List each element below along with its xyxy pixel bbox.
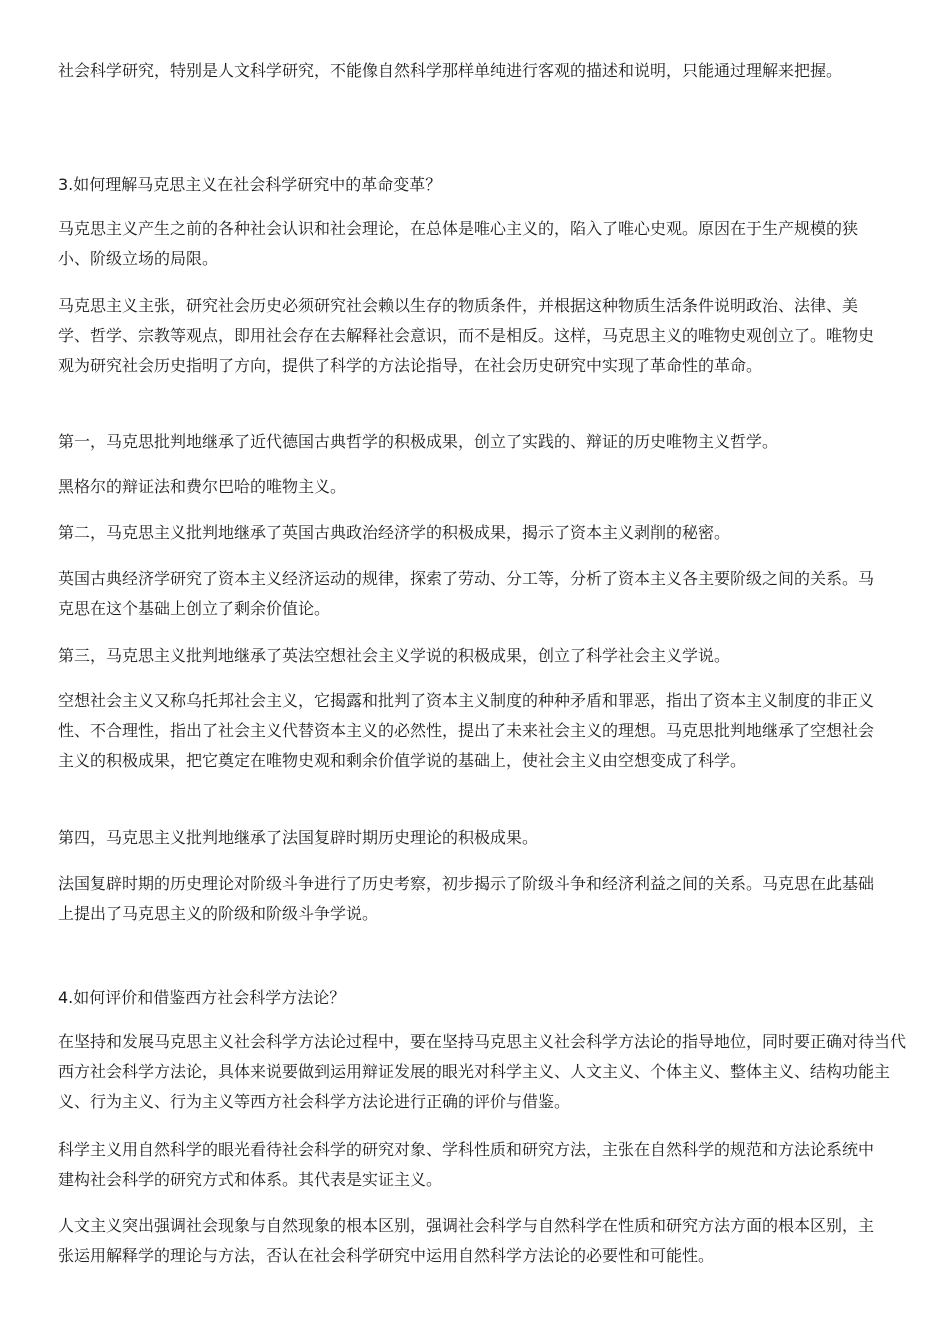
- section-3-paragraph-6: 英国古典经济学研究了资本主义经济运动的规律，探索了劳动、分工等，分析了资本主义各主要阶级之间的关系。马克思在这个基础上创立了剩余价值论。: [58, 569, 875, 618]
- section-3-title: 3.如何理解马克思主义在社会科学研究中的革命变革？: [58, 175, 442, 194]
- section-3-paragraph-3: 第一，马克思批判地继承了近代德国古典哲学的积极成果，创立了实践的、辩证的历史唯物主义哲学。: [58, 432, 779, 451]
- section-3-paragraph-10: 法国复辟时期的历史理论对阶级斗争进行了历史考察，初步揭示了阶级斗争和经济利益之间的关系。马克思在此基础上提出了马克思主义的阶级和阶级斗争学说。: [58, 874, 875, 923]
- section-4-paragraph-1: 在坚持和发展马克思主义社会科学方法论过程中，要在坚持马克思主义社会科学方法论的指导地位，同时要正确对待当代西方社会科学方法论，具体来说要做到运用辩证发展的眼光对科学主义、人文主义、个体主义、整体主义、结构功能主义、行为主义、行为主义等西方社会科学方法论进行正确的评价与借鉴。: [58, 1032, 907, 1111]
- section-4-paragraph-3: 人文主义突出强调社会现象与自然现象的根本区别，强调社会科学与自然科学在性质和研究方法方面的根本区别，主张运用解释学的理论与方法，否认在社会科学研究中运用自然科学方法论的必要性和可能性。: [58, 1216, 875, 1265]
- section-3-paragraph-1: 马克思主义产生之前的各种社会认识和社会理论，在总体是唯心主义的，陷入了唯心史观。原因在于生产规模的狭小、阶级立场的局限。: [58, 219, 859, 268]
- section-3-paragraph-7: 第三，马克思主义批判地继承了英法空想社会主义学说的积极成果，创立了科学社会主义学说。: [58, 646, 731, 665]
- section-4-title: 4.如何评价和借鉴西方社会科学方法论？: [58, 988, 346, 1007]
- section-3-paragraph-8: 空想社会主义又称乌托邦社会主义，它揭露和批判了资本主义制度的种种矛盾和罪恶，指出了资本主义制度的非正义性、不合理性，指出了社会主义代替资本主义的必然性，提出了未来社会主义的理想。马克思批判地继承了空想社会主义的积极成果，把它奠定在唯物史观和剩余价值学说的基础上，使社会主义由空想变成了科学。: [58, 691, 875, 770]
- section-3-paragraph-5: 第二，马克思主义批判地继承了英国古典政治经济学的积极成果，揭示了资本主义剥削的秘密。: [58, 523, 731, 542]
- intro-paragraph: 社会科学研究，特别是人文科学研究，不能像自然科学那样单纯进行客观的描述和说明，只能通过理解来把握。: [58, 61, 843, 80]
- section-3-paragraph-9: 第四，马克思主义批判地继承了法国复辟时期历史理论的积极成果。: [58, 828, 539, 847]
- section-3-paragraph-4: 黑格尔的辩证法和费尔巴哈的唯物主义。: [58, 477, 347, 496]
- section-3-paragraph-2: 马克思主义主张，研究社会历史必须研究社会赖以生存的物质条件，并根据这种物质生活条件说明政治、法律、美学、哲学、宗教等观点，即用社会存在去解释社会意识，而不是相反。这样，马克思主义的唯物史观创立了。唯物史观为研究社会历史指明了方向，提供了科学的方法论指导，在社会历史研究中实现了革命性的革命。: [58, 296, 875, 375]
- section-4-paragraph-2: 科学主义用自然科学的眼光看待社会科学的研究对象、学科性质和研究方法，主张在自然科学的规范和方法论系统中建构社会科学的研究方式和体系。其代表是实证主义。: [58, 1140, 875, 1189]
